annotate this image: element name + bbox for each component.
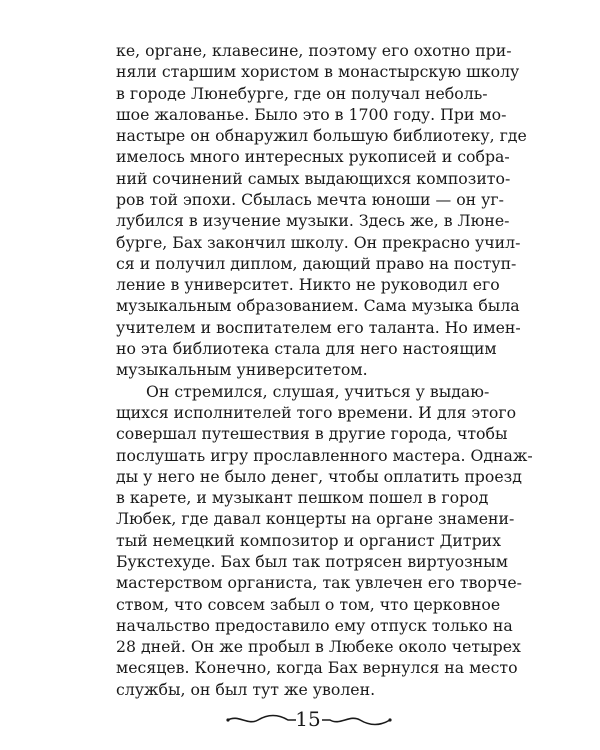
- text-line: ление в университет. Никто не руководил его: [116, 275, 500, 295]
- text-line: ся и получил диплом, дающий право на поступ-: [116, 253, 517, 273]
- text-line: няли старшим хористом в монастырскую школу: [116, 62, 520, 82]
- text-line: мастерством органиста, так увлечен его творче-: [116, 573, 522, 593]
- text-line: начальство предоставило ему отпуск только на: [116, 615, 513, 635]
- text-line: лубился в изучение музыки. Здесь же, в Люне-: [116, 211, 510, 231]
- page-footer: [0, 706, 600, 732]
- text-line: имелось много интересных рукописей и собра-: [116, 147, 510, 167]
- text-line: ды у него не было денег, чтобы оплатить проезд: [116, 466, 522, 486]
- text-line: ров той эпохи. Сбылась мечта юноши — он уг-: [116, 190, 504, 210]
- text-line: месяцев. Конечно, когда Бах вернулся на место: [116, 658, 518, 678]
- right-ornament-icon: [320, 714, 392, 726]
- text-line: послушать игру прославленного мастера. Однаж-: [116, 445, 533, 465]
- text-line: в городе Люнебурге, где он получал неболь-: [116, 83, 488, 103]
- text-line: ке, органе, клавесине, поэтому его охотно при-: [116, 41, 512, 60]
- text-line: щихся исполнителей того времени. И для этого: [116, 402, 517, 422]
- text-line: бурге, Бах закончил школу. Он прекрасно учил-: [116, 232, 521, 252]
- text-line: службы, он был тут же уволен.: [116, 679, 376, 699]
- text-line: в карете, и музыкант пешком пошел в город: [116, 488, 489, 508]
- text-line: тый немецкий композитор и органист Дитрих: [116, 530, 502, 550]
- text-line: учителем и воспитателем его таланта. Но имен-: [116, 317, 521, 337]
- text-line: ством, что совсем забыл о том, что церковное: [116, 594, 501, 614]
- text-line: музыкальным университетом.: [116, 360, 368, 380]
- text-line: но эта библиотека стала для него настоящим: [116, 339, 497, 359]
- text-line: Букстехуде. Бах был так потрясен виртуозным: [116, 551, 508, 571]
- text-line: шое жалованье. Было это в 1700 году. При мо-: [116, 104, 507, 124]
- text-line: 28 дней. Он же пробыл в Любеке около четырех: [116, 637, 521, 657]
- text-line: настыре он обнаружил большую библиотеку, где: [116, 126, 527, 146]
- text-line: ний сочинений самых выдающихся композито-: [116, 168, 511, 188]
- text-line: Любек, где давал концерты на органе знамени-: [116, 509, 515, 529]
- text-line: музыкальным образованием. Сама музыка была: [116, 296, 520, 316]
- page-number: 15: [295, 707, 321, 731]
- text-line: совершал путешествия в другие города, чтобы: [116, 424, 508, 444]
- paragraph-start-line: Он стремился, слушая, учиться у выдаю-: [146, 381, 490, 401]
